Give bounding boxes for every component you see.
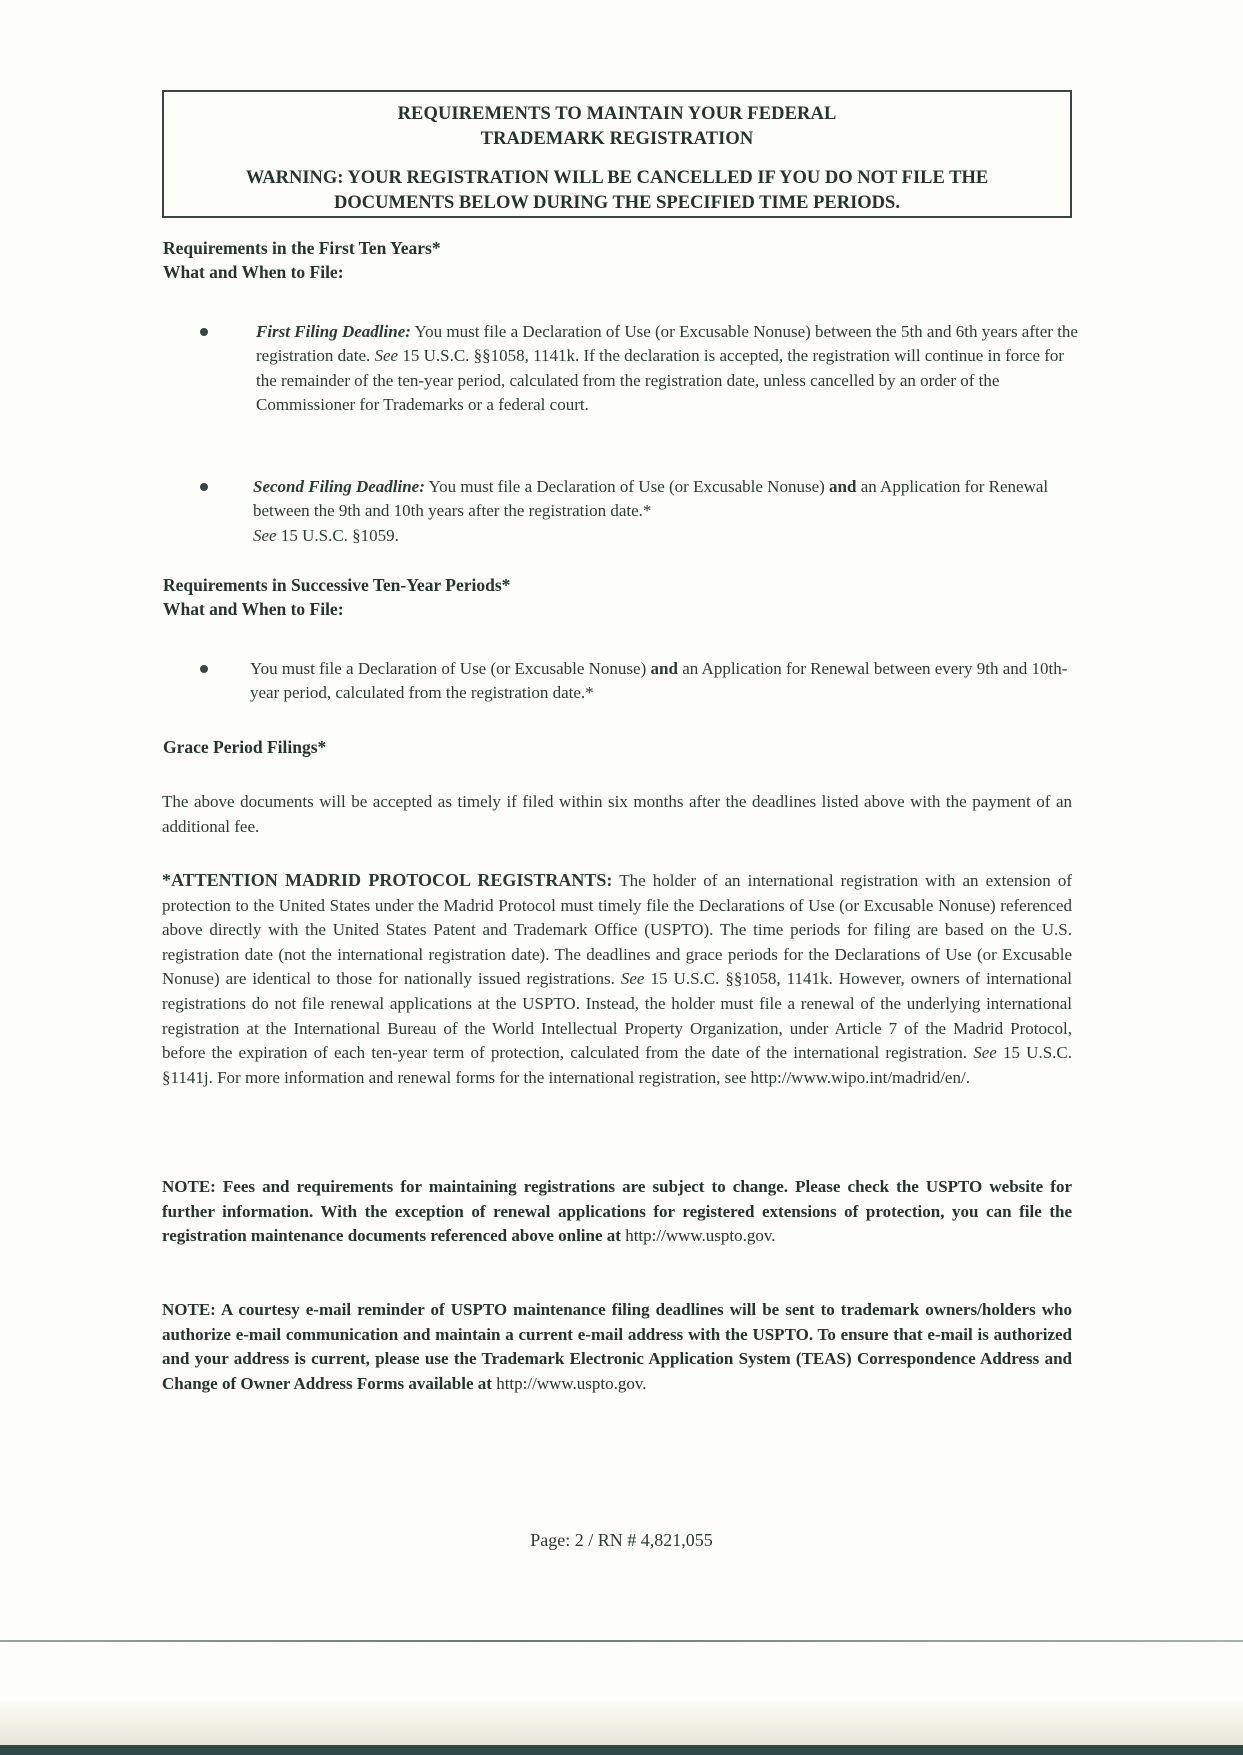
first-filing-text bbox=[256, 320, 1078, 417]
warning-line-2: DOCUMENTS BELOW DURING THE SPECIFIED TIME PERIODS. bbox=[334, 193, 900, 213]
warning-line-1: WARNING: YOUR REGISTRATION WILL BE CANCELLED IF YOU DO NOT FILE THE bbox=[245, 168, 989, 188]
second-filing-body-b: an Application for Renewal between the 9th and 10th years after the registration date.* bbox=[253, 477, 1049, 521]
title-line-2: TRADEMARK REGISTRATION bbox=[480, 129, 754, 149]
second-filing-text bbox=[253, 475, 1078, 548]
second-filing-label: Second Filing Deadline: bbox=[253, 477, 425, 496]
note-fees-paragraph bbox=[162, 1175, 1072, 1249]
see-citation: See bbox=[374, 346, 399, 366]
second-filing-body-a: You must file a Declaration of Use (or Excusable Nonuse) bbox=[424, 477, 830, 496]
note-fees-end: . bbox=[771, 1226, 776, 1246]
heading-line-2: What and When to File: bbox=[163, 599, 344, 619]
successive-filing-text bbox=[250, 657, 1080, 706]
see-citation: See bbox=[973, 1043, 997, 1063]
madrid-protocol-paragraph bbox=[162, 868, 1072, 1090]
and-emphasis: and bbox=[829, 477, 857, 496]
grace-period-heading: Grace Period Filings* bbox=[163, 737, 327, 757]
heading-line-1: Requirements in the First Ten Years* bbox=[163, 238, 441, 258]
heading-line-1: Requirements in Successive Ten-Year Periods* bbox=[163, 575, 511, 595]
successive-body-b: an Application for Renewal between every 9th and 10th-year period, calculated from the registration date.* bbox=[250, 659, 1068, 703]
warning-text bbox=[164, 166, 1070, 216]
bullet-icon bbox=[200, 483, 208, 491]
uspto-link[interactable]: http://www.uspto.gov bbox=[496, 1373, 643, 1393]
madrid-body-d: . bbox=[965, 1067, 970, 1087]
see-citation: See bbox=[253, 525, 277, 545]
note-email-paragraph bbox=[162, 1298, 1072, 1396]
see-citation: See bbox=[620, 969, 645, 989]
page-footer: Page: 2 / RN # 4,821,055 bbox=[530, 1530, 713, 1550]
note-fees-text: NOTE: Fees and requirements for maintaining registrations are subject to change. Please check the USPTO website for further information. With the exception of renewal applications for registered extensions of protection, you can file the registration maintenance documents referenced above online at bbox=[162, 1177, 1072, 1246]
madrid-body-a: The holder of an international registration with an extension of protection to the United States under the Madrid Protocol must timely file the Declarations of Use (or Excusable Nonuse) referenced above directly with the United States Patent and Trademark Office (USPTO). The time periods for filing are based on the U.S. registration date (not the international registration date). The deadlines and grace periods for the Declarations of Use (or Excusable Nonuse) are identical to those for nationally issued registrations. bbox=[162, 871, 1073, 989]
first-filing-label: First Filing Deadline: bbox=[256, 322, 411, 341]
madrid-body-b: 15 U.S.C. §§1058, 1141k. However, owners of international registrations do not file renewal applications at the USPTO. Instead, the holder must file a renewal of the underlying international registration at the International Bureau of the World Intellectual Property Organization, under Article 7 of the Madrid Protocol, before the expiration of each ten-year term of protection, calculated from the date of the international registration. bbox=[162, 969, 1072, 1063]
madrid-body-c: 15 U.S.C. §1141j. For more information and renewal forms for the international registration, see bbox=[162, 1043, 1072, 1087]
first-ten-years-heading bbox=[163, 236, 441, 284]
scan-edge bbox=[0, 1745, 1243, 1755]
title-line-1: REQUIREMENTS TO MAINTAIN YOUR FEDERAL bbox=[397, 104, 837, 124]
grace-period-text: The above documents will be accepted as timely if filed within six months after the deadlines listed above with the payment of an additional fee. bbox=[162, 792, 1072, 836]
madrid-attention-label: *ATTENTION MADRID PROTOCOL REGISTRANTS: bbox=[162, 870, 613, 890]
header-box bbox=[162, 90, 1072, 218]
and-emphasis: and bbox=[650, 659, 678, 678]
heading-line-2: What and When to File: bbox=[163, 262, 344, 282]
successive-periods-heading bbox=[163, 573, 510, 621]
wipo-link[interactable]: http://www.wipo.int/madrid/en/ bbox=[750, 1067, 966, 1087]
note-email-end: . bbox=[642, 1373, 647, 1393]
bullet-icon bbox=[200, 665, 208, 673]
page-title bbox=[164, 102, 1070, 152]
uspto-link[interactable]: http://www.uspto.gov bbox=[625, 1226, 772, 1246]
note-email-text: NOTE: A courtesy e-mail reminder of USPTO maintenance filing deadlines will be sent to trademark owners/holders who authorize e-mail communication and maintain a current e-mail address with the USPTO. To ensure that e-mail is authorized and your address is current, please use the Trademark Electronic Application System (TEAS) Correspondence Address and Change of Owner Address Forms available at bbox=[162, 1300, 1072, 1393]
scan-fold-line bbox=[0, 1640, 1243, 1642]
bullet-icon bbox=[200, 328, 208, 336]
scan-shadow bbox=[0, 1700, 1243, 1745]
successive-body-a: You must file a Declaration of Use (or Excusable Nonuse) bbox=[250, 659, 651, 678]
first-filing-body-a: You must file a Declaration of Use (or Excusable Nonuse) between the 5th and 6th years after the registration date. bbox=[256, 322, 1078, 366]
second-filing-body-c: 15 U.S.C. §1059. bbox=[276, 525, 399, 545]
first-filing-body-b: 15 U.S.C. §§1058, 1141k. If the declaration is accepted, the registration will continue in force for the remainder of the ten-year period, calculated from the registration date, unless cancelled by an order of the Commissioner for Trademarks or a federal court. bbox=[256, 346, 1065, 414]
